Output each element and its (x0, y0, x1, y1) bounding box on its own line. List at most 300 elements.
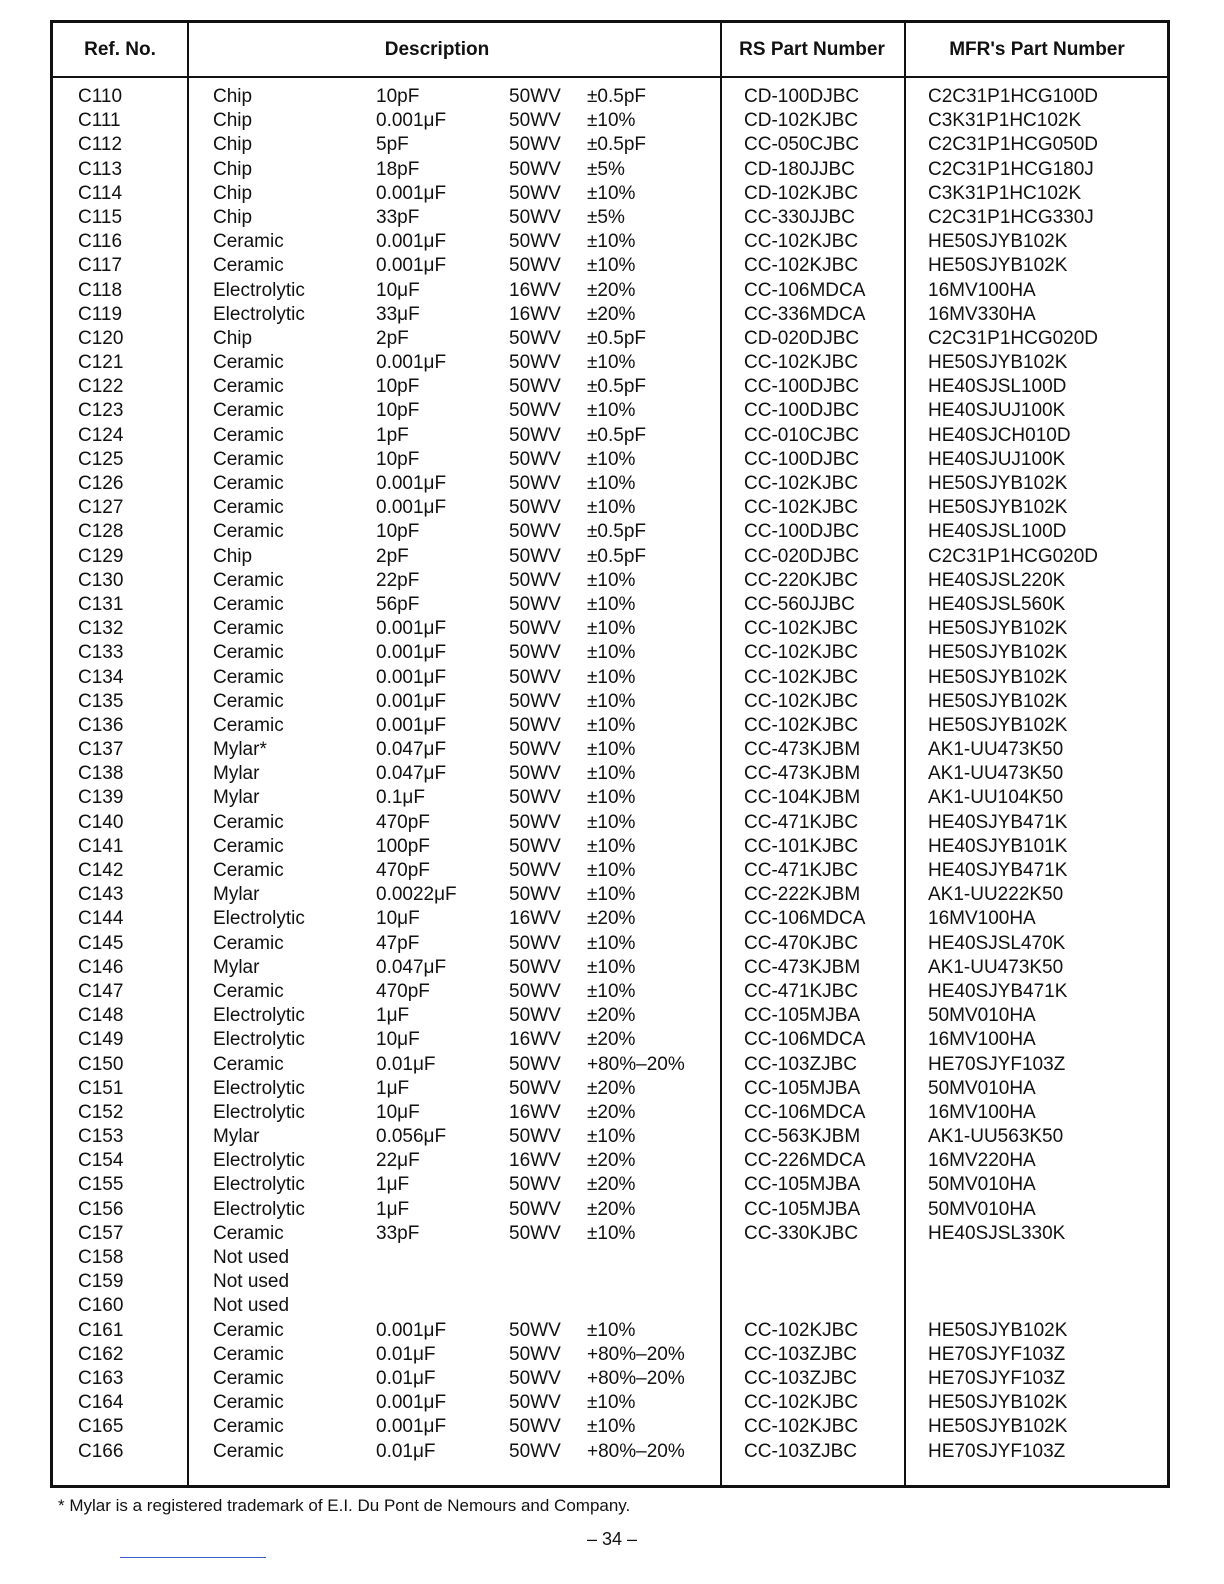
mfr-part-number-cell: HE40SJSL100D (928, 521, 1067, 543)
ref-no-cell: C152 (78, 1101, 124, 1123)
table-row (53, 472, 1167, 496)
type-cell: Electrolytic (213, 1101, 305, 1123)
voltage-cell: 50WV (509, 763, 561, 785)
ref-no-cell: C132 (78, 618, 124, 640)
ref-no-cell: C148 (78, 1005, 124, 1027)
type-cell: Electrolytic (213, 1150, 305, 1172)
tolerance-cell: ±10% (587, 255, 636, 277)
type-cell: Electrolytic (213, 303, 305, 325)
value-cell: 0.001μF (376, 714, 447, 736)
page-number: – 34 – (586, 1529, 638, 1549)
ref-no-cell: C110 (78, 86, 123, 107)
type-cell: Ceramic (213, 714, 284, 736)
table-row (53, 254, 1167, 278)
value-cell: 0.001μF (376, 110, 447, 132)
type-cell: Ceramic (213, 424, 284, 446)
value-cell: 0.001μF (376, 642, 447, 664)
ref-no-cell: C143 (78, 884, 124, 906)
table-row (53, 762, 1167, 786)
table-row (53, 1415, 1167, 1439)
ref-no-cell: C126 (78, 473, 124, 494)
ref-no-cell: C163 (78, 1367, 124, 1389)
voltage-cell: 50WV (509, 545, 561, 567)
type-cell: Electrolytic (213, 1174, 305, 1196)
rs-part-number-cell: CC-105MJBA (744, 1174, 861, 1196)
tolerance-cell: ±0.5pF (587, 86, 647, 107)
table-row (53, 1028, 1167, 1052)
tolerance-cell: ±10% (587, 763, 636, 785)
mfr-part-number-cell: HE40SJSL330K (928, 1222, 1066, 1244)
ref-no-cell: C164 (78, 1392, 124, 1414)
ref-no-cell: C137 (78, 739, 124, 761)
voltage-cell: 50WV (509, 835, 561, 857)
rs-part-number-cell: CC-336MDCA (744, 303, 866, 325)
voltage-cell: 50WV (509, 424, 561, 446)
mfr-part-number-cell: C2C31P1HCG050D (928, 134, 1099, 156)
ref-no-cell: C128 (78, 521, 124, 543)
ref-no-cell: C153 (78, 1126, 124, 1148)
tolerance-cell: ±10% (587, 666, 636, 688)
value-cell: 33pF (376, 1222, 420, 1244)
tolerance-cell: ±10% (587, 1416, 636, 1438)
mfr-part-number-cell: HE40SJYB471K (928, 860, 1068, 881)
rs-part-number-cell: CC-102KJBC (744, 1392, 859, 1414)
table-row (53, 1053, 1167, 1077)
tolerance-cell: +80%–20% (587, 1440, 685, 1462)
mfr-part-number-cell: HE40SJYB471K (928, 811, 1068, 833)
rs-part-number-cell: CC-103ZJBC (744, 1053, 857, 1075)
type-cell: Mylar (213, 787, 260, 809)
table-row (53, 448, 1167, 472)
value-cell: 10pF (376, 376, 420, 398)
ref-no-cell: C157 (78, 1222, 124, 1244)
rs-part-number-cell: CC-102KJBC (744, 690, 859, 712)
voltage-cell: 50WV (509, 206, 561, 228)
ref-no-cell: C125 (78, 448, 124, 470)
type-cell: Electrolytic (213, 1077, 305, 1099)
voltage-cell: 50WV (509, 787, 561, 809)
value-cell: 470pF (376, 860, 430, 881)
rs-part-number-cell: CC-102KJBC (744, 231, 859, 253)
tolerance-cell: ±20% (587, 279, 636, 301)
ref-no-cell: C151 (78, 1077, 124, 1099)
tolerance-cell: ±10% (587, 714, 636, 736)
rs-part-number-cell: CC-106MDCA (744, 908, 866, 930)
value-cell: 22μF (376, 1150, 420, 1172)
voltage-cell: 50WV (509, 932, 561, 954)
table-row (53, 279, 1167, 303)
mfr-part-number-cell: HE50SJYB102K (928, 352, 1068, 374)
table-row (53, 1246, 1167, 1270)
type-cell: Chip (213, 545, 253, 567)
mfr-part-number-cell: HE50SJYB102K (928, 1392, 1068, 1414)
ref-no-cell: C124 (78, 424, 124, 446)
tolerance-cell: ±20% (587, 908, 636, 930)
rs-part-number-cell: CD-102KJBC (744, 110, 859, 132)
type-cell: Ceramic (213, 521, 284, 543)
voltage-cell: 50WV (509, 1416, 561, 1438)
mfr-part-number-cell: 16MV100HA (928, 1101, 1036, 1123)
tolerance-cell: ±10% (587, 1222, 636, 1244)
table-row (53, 690, 1167, 714)
mfr-part-number-cell: AK1-UU473K50 (928, 956, 1064, 978)
rs-part-number-cell: CC-105MJBA (744, 1198, 861, 1220)
table-row (53, 496, 1167, 520)
type-cell: Ceramic (213, 255, 284, 277)
type-cell: Chip (213, 327, 253, 349)
voltage-cell: 50WV (509, 884, 561, 906)
rs-part-number-cell: CD-100DJBC (744, 86, 860, 107)
table-row (53, 303, 1167, 327)
rs-part-number-cell: CC-102KJBC (744, 1416, 859, 1438)
voltage-cell: 50WV (509, 1126, 561, 1148)
value-cell: 33μF (376, 303, 420, 325)
voltage-cell: 50WV (509, 376, 561, 398)
voltage-cell: 50WV (509, 618, 561, 640)
rs-part-number-cell: CC-473KJBM (744, 739, 861, 761)
voltage-cell: 50WV (509, 110, 561, 132)
mfr-part-number-cell: C2C31P1HCG180J (928, 158, 1094, 180)
value-cell: 0.001μF (376, 182, 447, 204)
ref-no-cell: C139 (78, 787, 124, 809)
ref-no-cell: C144 (78, 908, 124, 930)
mfr-part-number-cell: HE40SJSL560K (928, 593, 1066, 615)
ref-no-cell: C116 (78, 231, 123, 253)
voltage-cell: 50WV (509, 1392, 561, 1414)
type-cell: Not used (213, 1271, 290, 1293)
value-cell: 2pF (376, 327, 409, 349)
table-row (53, 907, 1167, 931)
type-cell: Chip (213, 206, 253, 228)
value-cell: 0.047μF (376, 739, 447, 761)
rs-part-number-cell: CC-473KJBM (744, 763, 861, 785)
value-cell: 2pF (376, 545, 409, 567)
tolerance-cell: ±10% (587, 811, 636, 833)
table-row (53, 859, 1167, 883)
rs-part-number-cell: CC-563KJBM (744, 1126, 861, 1148)
tolerance-cell: ±10% (587, 593, 636, 615)
ref-no-cell: C141 (78, 835, 124, 857)
voltage-cell: 50WV (509, 956, 561, 978)
rs-part-number-cell: CC-100DJBC (744, 521, 860, 543)
type-cell: Mylar (213, 763, 260, 785)
mfr-part-number-cell: 50MV010HA (928, 1174, 1036, 1196)
table-row (53, 158, 1167, 182)
type-cell: Ceramic (213, 860, 284, 881)
type-cell: Electrolytic (213, 279, 305, 301)
tolerance-cell: ±20% (587, 1077, 636, 1099)
table-row (53, 351, 1167, 375)
table-row (53, 666, 1167, 690)
voltage-cell: 50WV (509, 1367, 561, 1389)
rs-part-number-cell: CC-103ZJBC (744, 1343, 857, 1365)
table-row (53, 1270, 1167, 1294)
type-cell: Ceramic (213, 1343, 284, 1365)
table-row (53, 569, 1167, 593)
rs-part-number-cell: CC-102KJBC (744, 642, 859, 664)
voltage-cell: 50WV (509, 1174, 561, 1196)
mfr-part-number-cell: C3K31P1HC102K (928, 182, 1082, 204)
mfr-part-number-cell: HE50SJYB102K (928, 473, 1068, 494)
ref-no-cell: C162 (78, 1343, 124, 1365)
type-cell: Ceramic (213, 1319, 284, 1341)
table-row (53, 811, 1167, 835)
rs-part-number-cell: CC-473KJBM (744, 956, 861, 978)
tolerance-cell: ±20% (587, 1101, 636, 1123)
tolerance-cell: ±10% (587, 231, 636, 253)
tolerance-cell: ±10% (587, 1126, 636, 1148)
type-cell: Ceramic (213, 666, 284, 688)
type-cell: Ceramic (213, 448, 284, 470)
mfr-part-number-cell: HE50SJYB102K (928, 1416, 1068, 1438)
type-cell: Chip (213, 158, 253, 180)
table-row (53, 593, 1167, 617)
type-cell: Chip (213, 182, 253, 204)
ref-no-cell: C156 (78, 1198, 124, 1220)
tolerance-cell: ±20% (587, 1005, 636, 1027)
mfr-part-number-cell: HE50SJYB102K (928, 666, 1068, 688)
value-cell: 0.047μF (376, 763, 447, 785)
voltage-cell: 50WV (509, 448, 561, 470)
voltage-cell: 50WV (509, 134, 561, 156)
tolerance-cell: ±20% (587, 1150, 636, 1172)
tolerance-cell: ±10% (587, 884, 636, 906)
voltage-cell: 16WV (509, 908, 561, 930)
table-row (53, 133, 1167, 157)
tolerance-cell: +80%–20% (587, 1343, 685, 1365)
type-cell: Ceramic (213, 593, 284, 615)
type-cell: Ceramic (213, 352, 284, 374)
table-row (53, 545, 1167, 569)
rs-part-number-cell: CC-226MDCA (744, 1150, 866, 1172)
type-cell: Ceramic (213, 811, 284, 833)
ref-no-cell: C115 (78, 206, 123, 228)
table-row (53, 520, 1167, 544)
value-cell: 470pF (376, 811, 430, 833)
type-cell: Mylar* (213, 739, 267, 761)
rs-part-number-cell: CC-222KJBM (744, 884, 861, 906)
value-cell: 0.001μF (376, 1319, 447, 1341)
table-row (53, 1198, 1167, 1222)
type-cell: Chip (213, 134, 253, 156)
ref-no-cell: C114 (78, 182, 123, 204)
voltage-cell: 50WV (509, 400, 561, 422)
table-row (53, 714, 1167, 738)
voltage-cell: 50WV (509, 1198, 561, 1220)
tolerance-cell: ±10% (587, 182, 636, 204)
mfr-part-number-cell: HE40SJSL470K (928, 932, 1066, 954)
value-cell: 0.001μF (376, 231, 447, 253)
voltage-cell: 16WV (509, 279, 561, 301)
value-cell: 47pF (376, 932, 420, 954)
rs-part-number-cell: CC-106MDCA (744, 279, 866, 301)
voltage-cell: 50WV (509, 473, 561, 494)
rs-part-number-cell: CC-100DJBC (744, 376, 860, 398)
type-cell: Ceramic (213, 1053, 284, 1075)
table-row (53, 327, 1167, 351)
tolerance-cell: ±0.5pF (587, 134, 647, 156)
voltage-cell: 50WV (509, 86, 561, 107)
type-cell: Ceramic (213, 642, 284, 664)
voltage-cell: 50WV (509, 1222, 561, 1244)
tolerance-cell: ±10% (587, 787, 636, 809)
value-cell: 18pF (376, 158, 420, 180)
table-row (53, 1004, 1167, 1028)
tolerance-cell: ±0.5pF (587, 327, 647, 349)
rs-part-number-cell: CC-104KJBM (744, 787, 861, 809)
type-cell: Ceramic (213, 231, 284, 253)
mfr-part-number-cell: HE40SJYB101K (928, 835, 1068, 857)
mfr-part-number-cell: HE50SJYB102K (928, 231, 1068, 253)
value-cell: 5pF (376, 134, 409, 156)
tolerance-cell: ±10% (587, 618, 636, 640)
value-cell: 0.01μF (376, 1053, 436, 1075)
table-row (53, 1391, 1167, 1415)
voltage-cell: 50WV (509, 327, 561, 349)
value-cell: 10pF (376, 448, 420, 470)
footer-rule (120, 1557, 266, 1558)
mfr-part-number-cell: 16MV100HA (928, 908, 1036, 930)
mfr-part-number-cell: 50MV010HA (928, 1198, 1036, 1220)
mfr-part-number-cell: C2C31P1HCG330J (928, 206, 1094, 228)
type-cell: Electrolytic (213, 1005, 305, 1027)
table-row (53, 206, 1167, 230)
type-cell: Ceramic (213, 1392, 284, 1414)
type-cell: Electrolytic (213, 1198, 305, 1220)
tolerance-cell: ±20% (587, 1198, 636, 1220)
value-cell: 56pF (376, 593, 420, 615)
voltage-cell: 50WV (509, 158, 561, 180)
header-rs-part-number: RS Part Number (739, 39, 885, 60)
ref-no-cell: C129 (78, 545, 124, 567)
table-row (53, 956, 1167, 980)
rs-part-number-cell: CD-020DJBC (744, 327, 860, 349)
tolerance-cell: ±20% (587, 303, 636, 325)
mfr-part-number-cell: HE40SJCH010D (928, 424, 1071, 446)
ref-no-cell: C135 (78, 690, 124, 712)
voltage-cell: 50WV (509, 497, 561, 519)
type-cell: Mylar (213, 884, 260, 906)
rs-part-number-cell: CC-010CJBC (744, 424, 860, 446)
header-ref-no: Ref. No. (84, 39, 156, 60)
ref-no-cell: C161 (78, 1319, 124, 1341)
value-cell: 10μF (376, 1029, 420, 1051)
mfr-part-number-cell: AK1-UU473K50 (928, 739, 1064, 761)
ref-no-cell: C150 (78, 1053, 124, 1075)
tolerance-cell: ±20% (587, 1174, 636, 1196)
type-cell: Ceramic (213, 1440, 284, 1462)
value-cell: 10μF (376, 1101, 420, 1123)
rs-part-number-cell: CC-471KJBC (744, 980, 859, 1002)
tolerance-cell: ±20% (587, 1029, 636, 1051)
type-cell: Ceramic (213, 400, 284, 422)
ref-no-cell: C147 (78, 980, 124, 1002)
table-row (53, 1149, 1167, 1173)
tolerance-cell: ±10% (587, 352, 636, 374)
voltage-cell: 50WV (509, 811, 561, 833)
mfr-part-number-cell: HE70SJYF103Z (928, 1440, 1066, 1462)
value-cell: 1μF (376, 1198, 410, 1220)
rs-part-number-cell: CC-100DJBC (744, 400, 860, 422)
value-cell: 0.001μF (376, 255, 447, 277)
type-cell: Mylar (213, 1126, 260, 1148)
type-cell: Ceramic (213, 1367, 284, 1389)
value-cell: 100pF (376, 835, 430, 857)
tolerance-cell: ±10% (587, 497, 636, 519)
value-cell: 33pF (376, 206, 420, 228)
table-row (53, 1440, 1167, 1464)
rs-part-number-cell: CC-471KJBC (744, 860, 859, 881)
type-cell: Mylar (213, 956, 260, 978)
type-cell: Ceramic (213, 618, 284, 640)
type-cell: Not used (213, 1295, 290, 1317)
type-cell: Chip (213, 86, 253, 107)
value-cell: 0.047μF (376, 956, 447, 978)
tolerance-cell: ±10% (587, 860, 636, 881)
value-cell: 10pF (376, 86, 420, 107)
value-cell: 0.01μF (376, 1343, 436, 1365)
mfr-part-number-cell: C2C31P1HCG100D (928, 86, 1099, 107)
header-mfr-part-number: MFR's Part Number (949, 39, 1125, 60)
tolerance-cell: +80%–20% (587, 1053, 685, 1075)
tolerance-cell: ±10% (587, 1319, 636, 1341)
rs-part-number-cell: CC-050CJBC (744, 134, 860, 156)
mfr-part-number-cell: 16MV330HA (928, 303, 1036, 325)
ref-no-cell: C136 (78, 714, 124, 736)
rs-part-number-cell: CC-020DJBC (744, 545, 860, 567)
type-cell: Ceramic (213, 497, 284, 519)
rs-part-number-cell: CD-180JJBC (744, 158, 855, 180)
type-cell: Ceramic (213, 1222, 284, 1244)
value-cell: 0.01μF (376, 1367, 436, 1389)
mfr-part-number-cell: C3K31P1HC102K (928, 110, 1082, 132)
ref-no-cell: C166 (78, 1440, 124, 1462)
rs-part-number-cell: CC-106MDCA (744, 1101, 866, 1123)
voltage-cell: 50WV (509, 980, 561, 1002)
voltage-cell: 50WV (509, 569, 561, 591)
table-row (53, 1125, 1167, 1149)
ref-no-cell: C120 (78, 327, 124, 349)
voltage-cell: 16WV (509, 1029, 561, 1051)
tolerance-cell: ±10% (587, 400, 636, 422)
tolerance-cell: ±10% (587, 473, 636, 494)
ref-no-cell: C122 (78, 376, 124, 398)
mfr-part-number-cell: HE50SJYB102K (928, 690, 1068, 712)
table-row (53, 835, 1167, 859)
value-cell: 0.001μF (376, 1392, 447, 1414)
table-row (53, 375, 1167, 399)
rs-part-number-cell: CC-102KJBC (744, 618, 859, 640)
mfr-part-number-cell: HE50SJYB102K (928, 255, 1068, 277)
rs-part-number-cell: CC-330JJBC (744, 206, 855, 228)
value-cell: 1μF (376, 1077, 410, 1099)
mfr-part-number-cell: HE40SJSL220K (928, 569, 1066, 591)
type-cell: Ceramic (213, 690, 284, 712)
tolerance-cell: ±10% (587, 642, 636, 664)
rs-part-number-cell: CC-102KJBC (744, 666, 859, 688)
voltage-cell: 16WV (509, 1101, 561, 1123)
rs-part-number-cell: CC-105MJBA (744, 1077, 861, 1099)
ref-no-cell: C118 (78, 279, 123, 301)
value-cell: 1μF (376, 1174, 410, 1196)
ref-no-cell: C146 (78, 956, 124, 978)
table-row (53, 424, 1167, 448)
table-row (53, 1173, 1167, 1197)
mfr-part-number-cell: 16MV220HA (928, 1150, 1036, 1172)
mfr-part-number-cell: AK1-UU104K50 (928, 787, 1064, 809)
mfr-part-number-cell: HE40SJUJ100K (928, 448, 1066, 470)
value-cell: 10μF (376, 908, 420, 930)
